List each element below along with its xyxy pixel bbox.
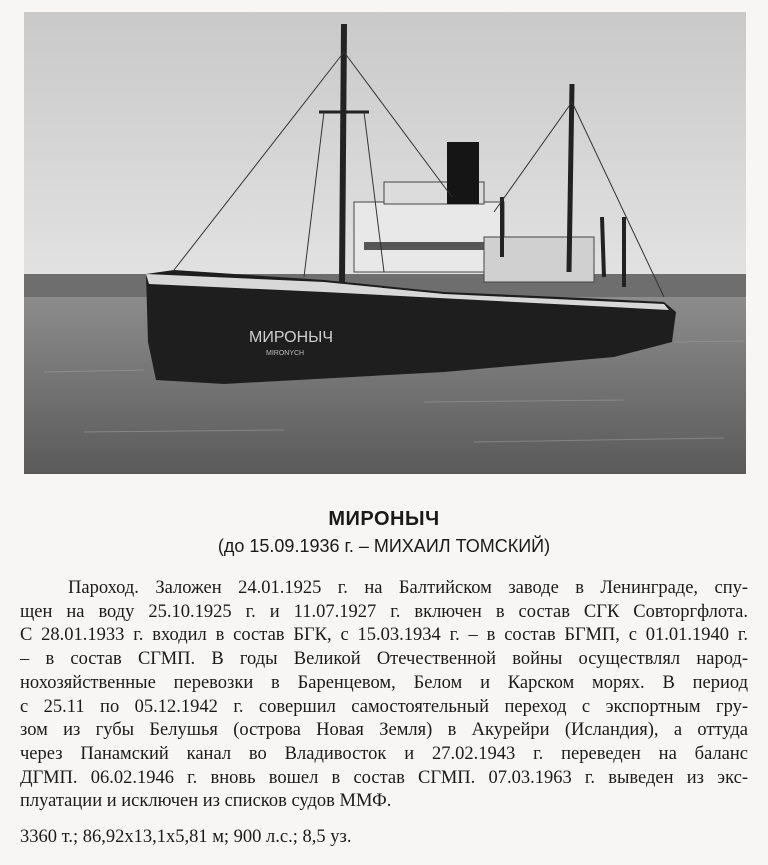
history-line: через Панамский канал во Владивосток и 27.02.1943 г. переведен на баланс [20, 743, 748, 764]
ship-photo [24, 12, 746, 474]
history-line: плуатации и исключен из списков судов ММФ. [20, 791, 392, 812]
ship-history-text [20, 577, 748, 814]
history-line: Пароход. Заложен 24.01.1925 г. на Балтийском заводе в Ленинграде, спу- [68, 578, 748, 598]
history-line: щен на воду 25.10.1925 г. и 11.07.1927 г. включен в состав СГК Совторгфлота. [20, 601, 748, 622]
history-line: с 25.11 по 05.12.1942 г. совершил самостоятельный переход с экспортным гру- [20, 696, 748, 717]
ship-specifications: 3360 т.; 86,92х13,1х5,81 м; 900 л.с.; 8,5 уз. [20, 827, 352, 847]
history-line: нохозяйственные перевозки в Баренцевом, Белом и Карском морях. В период [20, 672, 748, 693]
ship-photo-illustration [24, 12, 746, 474]
history-line: зом из губы Белушья (острова Новая Земля) в Акурейри (Исландия), а оттуда [20, 720, 748, 741]
ship-title: МИРОНЫЧ [328, 508, 440, 530]
history-line: ДГМП. 06.02.1946 г. вновь вошел в состав СГМП. 07.03.1963 г. выведен из экс- [20, 767, 748, 788]
history-line: – в состав СГМП. В годы Великой Отечественной войны осуществлял народ- [20, 649, 748, 670]
hull-name-ru: МИРОНЫЧ [249, 329, 333, 346]
hull-name-lat: MIRONYCH [266, 350, 305, 357]
history-line: С 28.01.1933 г. входил в состав БГК, с 15.03.1934 г. – в состав БГМП, с 01.01.1940 г. [20, 625, 748, 646]
ship-former-name: (до 15.09.1936 г. – МИХАИЛ ТОМСКИЙ) [217, 536, 551, 556]
